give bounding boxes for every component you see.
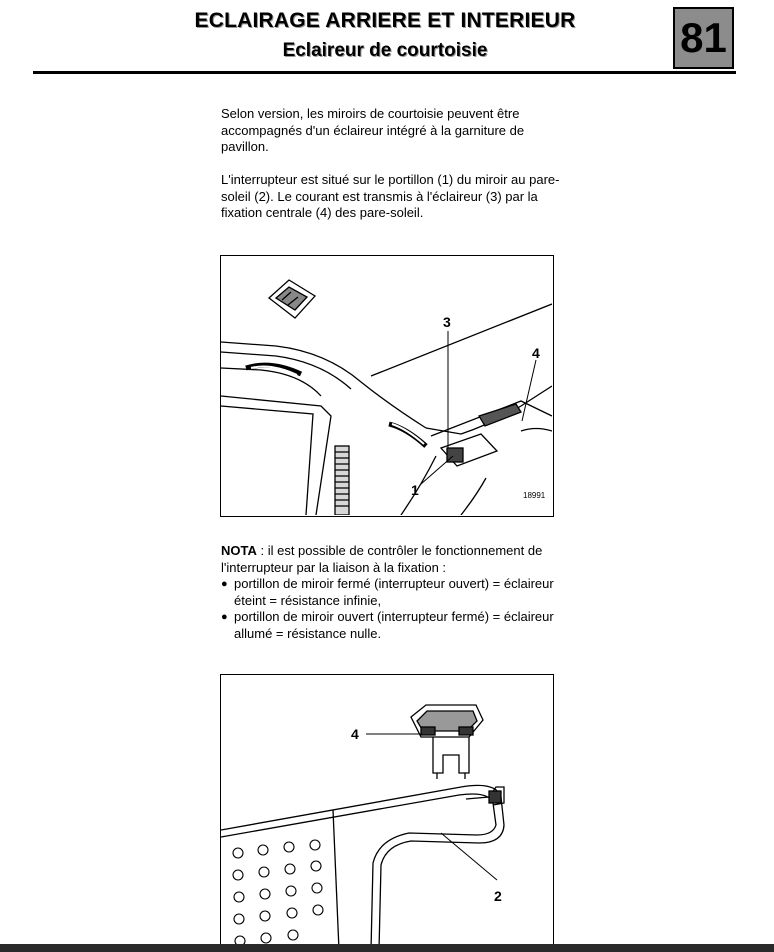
bullet-dot-icon: ● [221,611,228,623]
figure-2-drawing [221,675,552,950]
nota-bullet [221,576,566,609]
nota-bullet [221,609,566,642]
figure-sun-visor-location [220,255,554,517]
nota-bullet-text: portillon de miroir fermé (interrupteur ouvert) = éclaireur éteint = résistance infinie, [234,576,554,608]
figure-1-drawing [221,256,552,515]
figure-reference: 18991 [523,491,546,500]
callout-2: 2 [494,888,502,904]
header-rule [33,71,736,74]
nota-bullet-text: portillon de miroir ouvert (interrupteur fermé) = éclaireur allumé = résistance nulle. [234,609,554,641]
bottom-border [0,944,774,952]
page-title: ECLAIRAGE ARRIERE ET INTERIEUR [194,9,576,32]
page-number: 81 [673,7,734,69]
callout-4: 4 [532,345,540,361]
nota-block [221,543,566,642]
intro-paragraph-2: L'interrupteur est situé sur le portillon (1) du miroir au pare-soleil (2). Le courant est transmis à l'éclaireur (3) par la fixation centrale (4) des pare-soleil. [221,172,560,220]
nota-label: NOTA [221,543,257,558]
nota-text: : il est possible de contrôler le fonctionnement de l'interrupteur par la liaison à la fixation : [221,543,543,575]
bullet-dot-icon: ● [221,578,228,590]
page-subtitle: Eclaireur de courtoisie [282,40,488,61]
callout-4: 4 [351,726,359,742]
figure-visor-fixation [220,674,554,952]
intro-paragraph-1: Selon version, les miroirs de courtoisie peuvent être accompagnés d'un éclaireur intégré à la garniture de pavillon. [221,106,525,154]
callout-1: 1 [411,482,419,498]
callout-3: 3 [443,314,451,330]
